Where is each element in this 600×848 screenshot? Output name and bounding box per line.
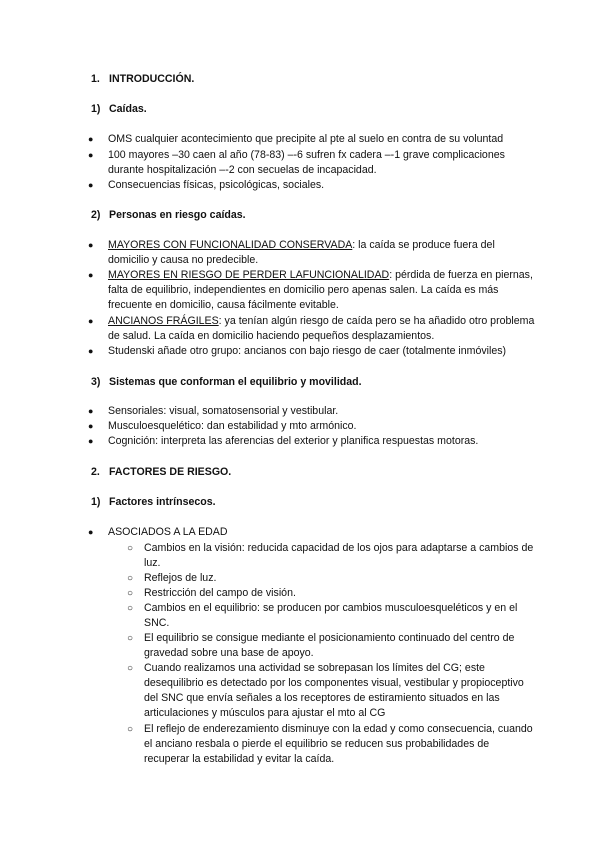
list-item-lead: MAYORES EN RIESGO DE PERDER LAFUNCIONALIDAD [108, 269, 390, 281]
subheading-text: Sistemas que conforman el equilibrio y movilidad. [109, 376, 362, 388]
list-item-text: Consecuencias físicas, psicológicas, sociales. [108, 179, 325, 191]
list-item-text: : la caída se produce fuera del domicilio y causa no predecible. [108, 239, 495, 266]
circle-bullet-icon: ○ [127, 573, 134, 584]
heading-factores-riesgo [91, 465, 231, 479]
subheading-text: Caídas. [109, 103, 147, 115]
heading-text: INTRODUCCIÓN. [109, 73, 195, 85]
heading-number: 1. [91, 73, 100, 85]
list-item-lead: ANCIANOS FRÁGILES [108, 315, 219, 327]
circle-bullet-icon: ○ [127, 633, 134, 644]
bullet-icon: ● [88, 527, 94, 537]
sub-list-item [127, 722, 534, 767]
sub-list-item [127, 661, 534, 721]
bullet-icon: ● [88, 406, 94, 416]
list-item-text: : pérdida de fuerza en piernas, falta de equilibrio, independientes en domicilio pero apenas salen. La caída es más frecuente en domicilio, causa fácilmente evitable. [108, 269, 533, 311]
sub-list-item [127, 541, 534, 571]
subheading-text: Personas en riesgo caídas. [109, 209, 246, 221]
list-item-text: Musculoesquelético: dan estabilidad y mto armónico. [108, 420, 357, 432]
circle-bullet-icon: ○ [127, 588, 134, 599]
heading-introduccion [91, 72, 194, 86]
subheading-text: Factores intrínsecos. [109, 496, 216, 508]
list-item [88, 178, 538, 193]
list-item-text: ASOCIADOS A LA EDAD [108, 526, 228, 538]
list-item-text: 100 mayores –30 caen al año (78-83) –-6 sufren fx cadera –-1 grave complicaciones durante hospitalización –-2 con secuelas de incapacidad. [108, 149, 505, 176]
sub-list-item-text: El equilibrio se consigue mediante el posicionamiento continuado del centro de gravedad sobre una base de apoyo. [144, 632, 515, 659]
subheading-personas-riesgo [91, 208, 246, 222]
bullet-icon: ● [88, 180, 94, 190]
list-item-text: Cognición: interpreta las aferencias del exterior y planifica respuestas motoras. [108, 435, 479, 447]
sub-list-item-text: Restricción del campo de visión. [144, 587, 296, 599]
list-item [88, 314, 538, 344]
circle-bullet-icon: ○ [127, 663, 134, 674]
bullet-icon: ● [88, 150, 94, 160]
subheading-caidas [91, 102, 147, 116]
bullet-icon: ● [88, 436, 94, 446]
bullet-icon: ● [88, 421, 94, 431]
list-item [88, 525, 538, 540]
list-item [88, 434, 538, 449]
sub-list-item-text: Cambios en la visión: reducida capacidad de los ojos para adaptarse a cambios de luz. [144, 542, 534, 569]
sub-list-item-text: Cuando realizamos una actividad se sobrepasan los límites del CG; este desequilibrio es detectado por los componentes visual, vestibular y propioceptivo del SNC que envía señales a los receptores de estiramiento situados en las articulaciones y músculos para ajustar el mto al CG [144, 662, 524, 719]
bullet-icon: ● [88, 316, 94, 326]
subheading-number: 2) [91, 209, 101, 221]
circle-bullet-icon: ○ [127, 603, 134, 614]
circle-bullet-icon: ○ [127, 543, 134, 554]
sub-list-item [127, 601, 534, 631]
list-item [88, 132, 538, 147]
list-item [88, 148, 538, 178]
subheading-number: 3) [91, 376, 101, 388]
subheading-number: 1) [91, 496, 101, 508]
bullet-icon: ● [88, 134, 94, 144]
subheading-factores-intrinsecos [91, 495, 216, 509]
sub-list-item [127, 586, 534, 601]
sub-list-item [127, 631, 534, 661]
bullet-icon: ● [88, 240, 94, 250]
sub-list-item-text: Cambios en el equilibrio: se producen por cambios musculoesqueléticos y en el SNC. [144, 602, 518, 629]
circle-bullet-icon: ○ [127, 724, 134, 735]
list-item [88, 404, 538, 419]
list-item-text: Sensoriales: visual, somatosensorial y vestibular. [108, 405, 339, 417]
list-item-lead: MAYORES CON FUNCIONALIDAD CONSERVADA [108, 239, 353, 251]
heading-number: 2. [91, 466, 100, 478]
list-item [88, 344, 568, 359]
subheading-sistemas [91, 375, 362, 389]
list-item-text: OMS cualquier acontecimiento que precipite al pte al suelo en contra de su voluntad [108, 133, 504, 145]
heading-text: FACTORES DE RIESGO. [109, 466, 232, 478]
subheading-number: 1) [91, 103, 101, 115]
list-item [88, 238, 538, 268]
sub-list-item-text: Reflejos de luz. [144, 572, 217, 584]
sub-list-item [127, 571, 534, 586]
list-item-text: : ya tenían algún riesgo de caída pero se ha añadido otro problema de salud. La caída en domicilio haciendo pequeños desplazamientos. [108, 315, 535, 342]
list-item-text: Studenski añade otro grupo: ancianos con bajo riesgo de caer (totalmente inmóviles) [108, 345, 507, 357]
bullet-icon: ● [88, 270, 94, 280]
bullet-icon: ● [88, 346, 94, 356]
list-item [88, 268, 538, 313]
sub-list-item-text: El reflejo de enderezamiento disminuye con la edad y como consecuencia, cuando el anciano resbala o pierde el equilibrio se reducen sus probabilidades de recuperar la estabilidad y evitar la caída. [144, 723, 533, 765]
list-item [88, 419, 538, 434]
